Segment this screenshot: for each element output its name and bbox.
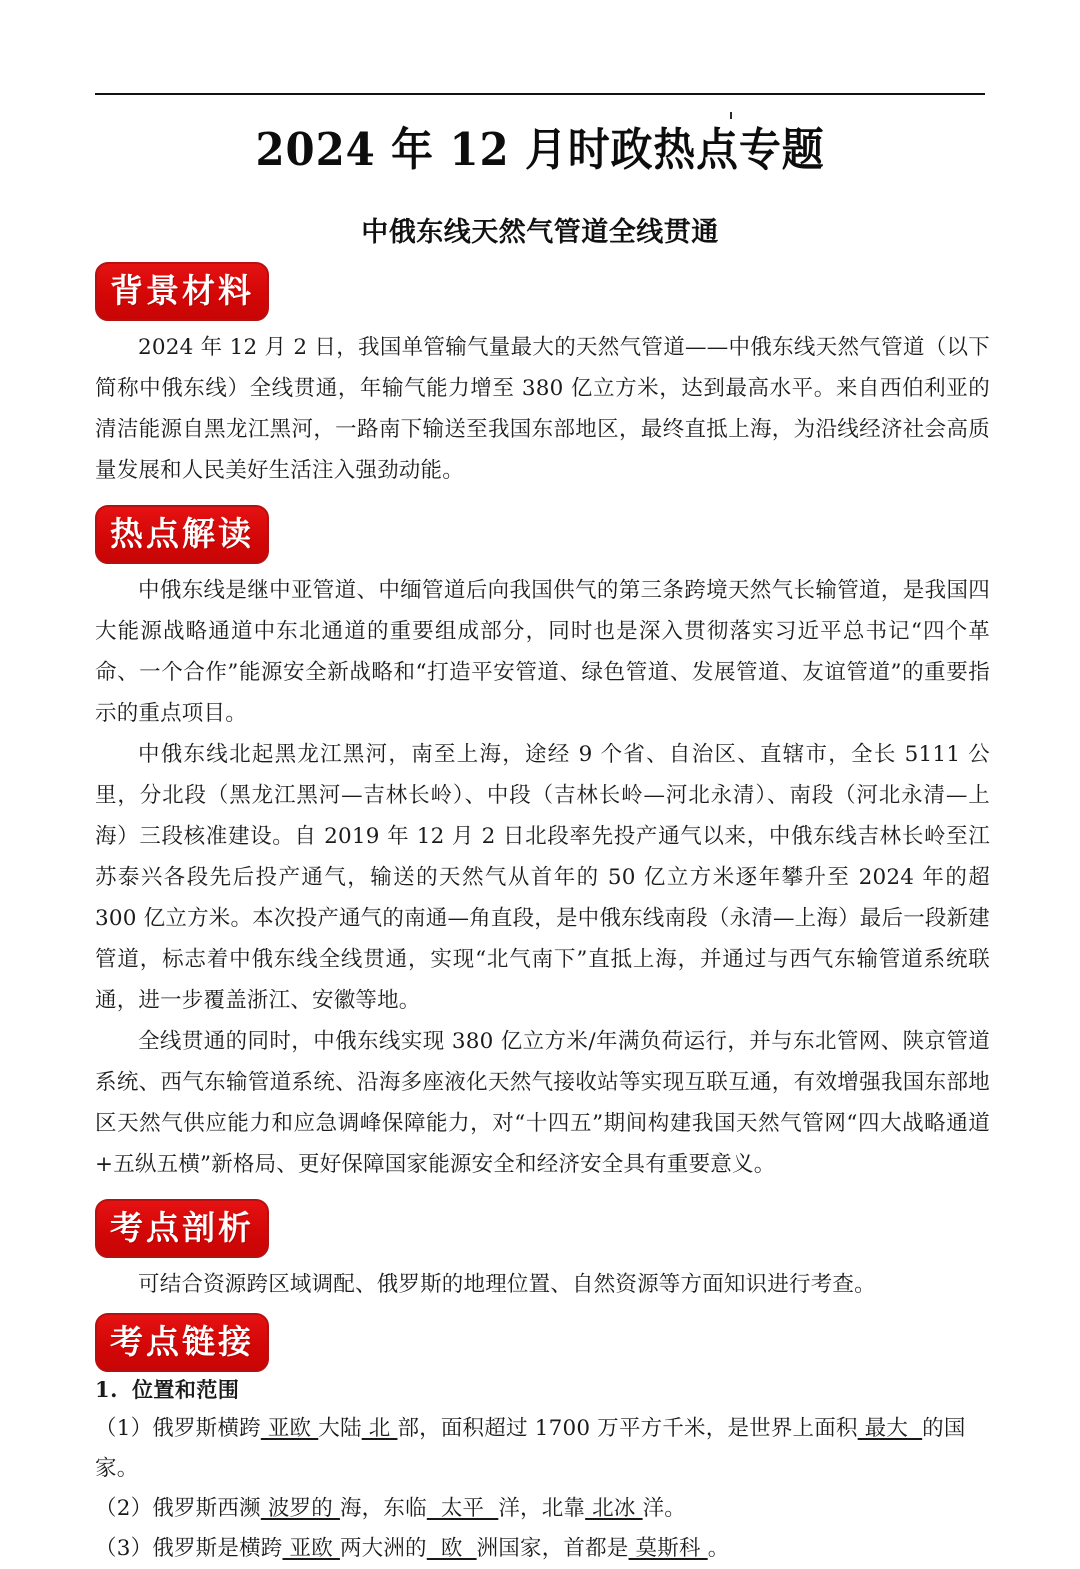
question-text: 海，东临: [339, 1496, 427, 1521]
question-text: 部，面积超过 1700 万平方千米，是世界上面积: [397, 1416, 858, 1441]
question-label: （2）: [95, 1496, 153, 1521]
answer-blank[interactable]: 北: [361, 1416, 398, 1441]
question-group-number: 1.: [95, 1377, 118, 1402]
question-text: 俄罗斯西濒: [152, 1496, 261, 1521]
section-hotspot-header: [95, 505, 990, 564]
hotspot-paragraph-2: 中俄东线北起黑龙江黑河，南至上海，途经 9 个省、自治区、直辖市，全长 5111 公里，分北段（黑龙江黑河—吉林长岭）、中段（吉林长岭—河北永清）、南段（河北永清—上海）三段核准建设。自 2019 年 12 月 2 日北段率先投产通气以来，中俄东线吉林长岭至江苏泰兴各段先后投产通气，输送的天然气从首年的 50 亿立方米逐年攀升至 2024 年的超 300 亿立方米。本次投产通气的南通—角直段，是中俄东线南段（永清—上海）最后一段新建管道，标志着中俄东线全线贯通，实现“北气南下”直抵上海，并通过与西气东输管道系统联通，进一步覆盖浙江、安徽等地。: [95, 742, 990, 1013]
question-text: 洲国家，首都是: [476, 1536, 629, 1561]
question-item: [95, 1409, 990, 1489]
hotspot-paragraph-1: 中俄东线是继中亚管道、中缅管道后向我国供气的第三条跨境天然气长输管道，是我国四大能源战略通道中东北通道的重要组成部分，同时也是深入贯彻落实习近平总书记“四个革命、一个合作”能源安全新战略和“打造平安管道、绿色管道、发展管道、友谊管道”的重要指示的重点项目。: [95, 578, 990, 726]
answer-blank[interactable]: 北冰: [585, 1496, 643, 1521]
question-text: 的国家。: [95, 1416, 966, 1481]
answer-blank[interactable]: 太平: [426, 1496, 499, 1521]
page-subtitle: 中俄东线天然气管道全线贯通: [361, 217, 719, 248]
background-paragraph-1: 2024 年 12 月 2 日，我国单管输气量最大的天然气管道——中俄东线天然气管道（以下简称中俄东线）全线贯通，年输气能力增至 380 亿立方米，达到最高水平。来自西伯利亚的清洁能源自黑龙江黑河，一路南下输送至我国东部地区，最终直抵上海，为沿线经济社会高质量发展和人民美好生活注入强劲动能。: [95, 335, 990, 483]
badge-hotspot-interpretation: 热点解读: [95, 505, 269, 564]
document-body: [95, 262, 990, 1569]
section-analysis-header: [95, 1199, 990, 1258]
question-group-title: 位置和范围: [131, 1377, 240, 1402]
question-text: 洋。: [642, 1496, 687, 1521]
question-text: 两大洲的: [339, 1536, 427, 1561]
question-item: [95, 1529, 990, 1569]
analysis-paragraph-1: 可结合资源跨区域调配、俄罗斯的地理位置、自然资源等方面知识进行考查。: [138, 1272, 876, 1297]
question-text: 俄罗斯是横跨: [152, 1536, 283, 1561]
answer-blank[interactable]: 莫斯科: [628, 1536, 708, 1561]
question-group-heading: [95, 1374, 990, 1404]
section-background-header: [95, 262, 990, 321]
question-label: （3）: [95, 1536, 153, 1561]
answer-blank[interactable]: 亚欧: [282, 1536, 340, 1561]
question-text: 洋，北靠: [498, 1496, 586, 1521]
badge-exam-point-analysis: 考点剖析: [95, 1199, 269, 1258]
question-text: 。: [707, 1536, 730, 1561]
question-item: [95, 1489, 990, 1529]
question-list: [95, 1409, 990, 1569]
badge-exam-point-link: 考点链接: [95, 1313, 269, 1372]
page-title: 2024 年 12 月时政热点专题: [255, 123, 825, 176]
question-text: 俄罗斯横跨: [152, 1416, 261, 1441]
answer-blank[interactable]: 波罗的: [260, 1496, 340, 1521]
answer-blank[interactable]: 欧: [426, 1536, 477, 1561]
header-rule: [95, 93, 985, 95]
section-link-header: [95, 1313, 990, 1372]
hotspot-paragraph-3: 全线贯通的同时，中俄东线实现 380 亿立方米/年满负荷运行，并与东北管网、陕京管道系统、西气东输管道系统、沿海多座液化天然气接收站等实现互联互通，有效增强我国东部地区天然气供应能力和应急调峰保障能力，对“十四五”期间构建我国天然气管网“四大战略通道+五纵五横”新格局、更好保障国家能源安全和经济安全具有重要意义。: [95, 1029, 990, 1177]
answer-blank[interactable]: 亚欧: [260, 1416, 319, 1441]
answer-blank[interactable]: 最大: [857, 1416, 923, 1441]
badge-background-material: 背景材料: [95, 262, 269, 321]
header-speck-mark: [730, 112, 732, 119]
question-text: 大陆: [318, 1416, 362, 1441]
question-label: （1）: [95, 1416, 153, 1441]
